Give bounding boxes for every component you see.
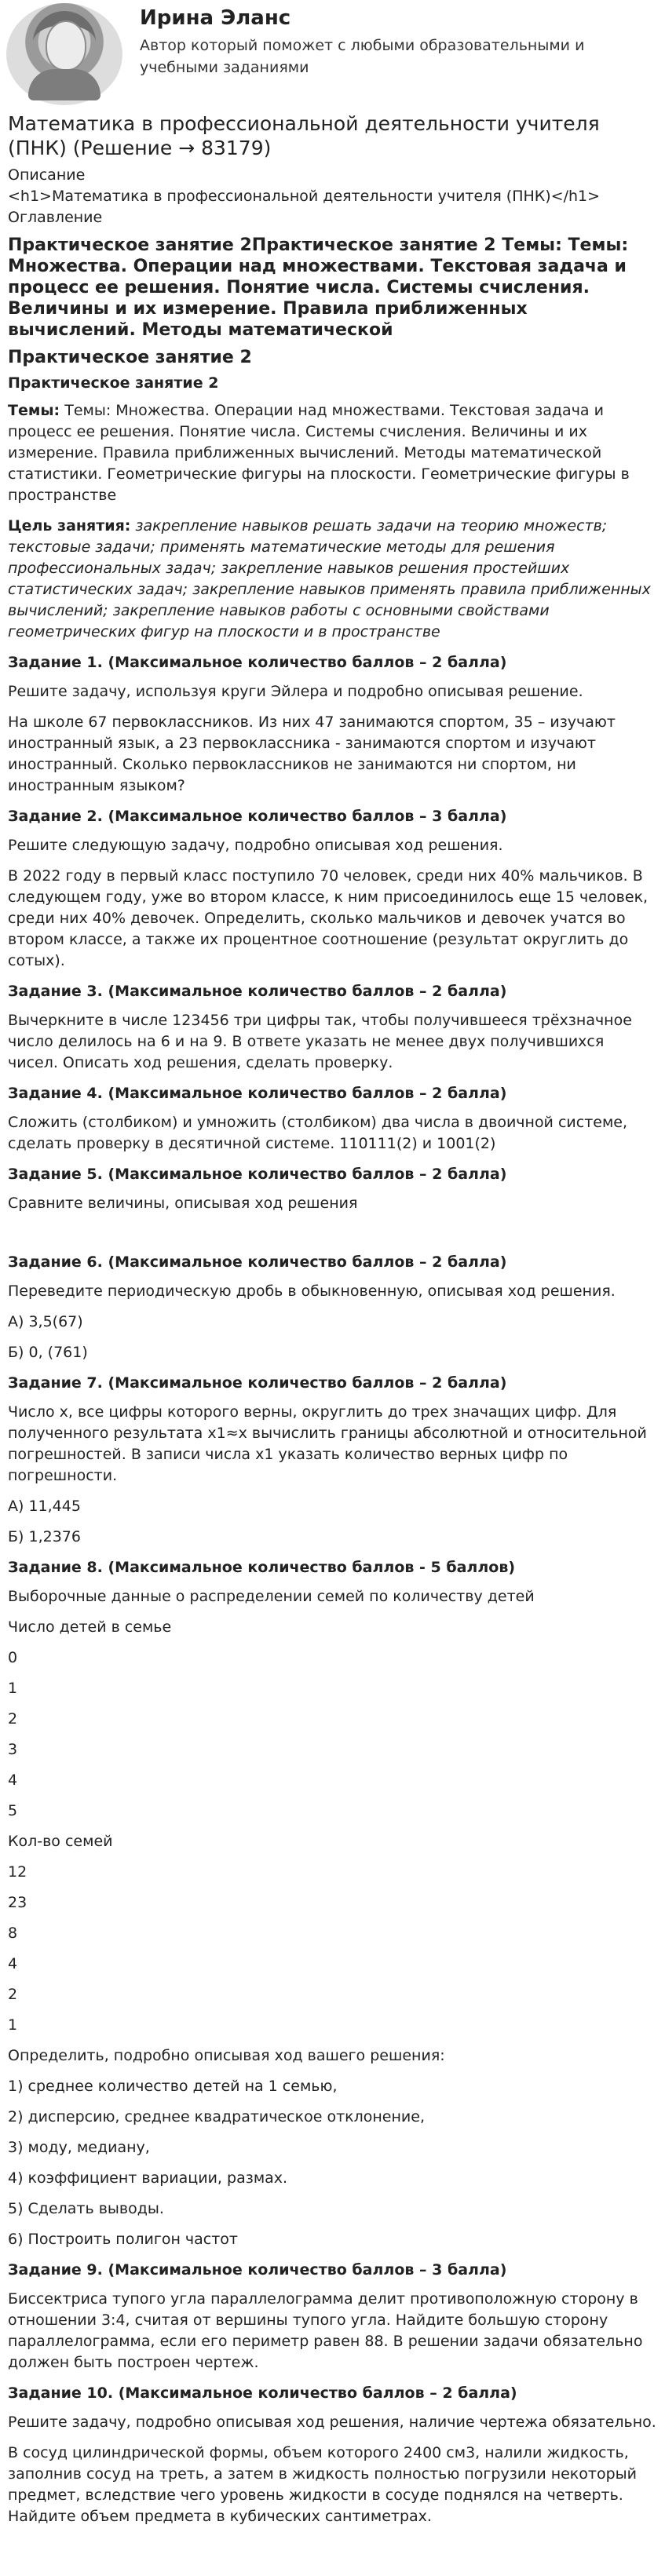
raw-h1-text: <h1>Математика в профессиональной деятельности учителя (ПНК)</h1> xyxy=(8,188,601,205)
section-subheading: Практическое занятие 2 xyxy=(8,374,219,392)
task-8-text: Выборочные данные о распределении семей по количеству детей xyxy=(8,1588,535,1605)
children-value: 0 xyxy=(8,1649,18,1666)
task-6-option-b: Б) 0, (761) xyxy=(8,1344,88,1361)
task-5-text: Сравните величины, описывая ход решения xyxy=(8,1195,358,1212)
task-9-title: Задание 9. (Максимальное количество баллов – 3 балла) xyxy=(8,2261,507,2279)
goal-text: закрепление навыков решать задачи на теорию множеств; текстовые задачи; применять математические методы для решения профессиональных задач; закрепление навыков решения простейших статистических задач; закрепление навыков применять правила приближенных вычислений; закрепление навыков работы с основными свойствами геометрических фигур на плоскости и в пространстве xyxy=(8,517,651,640)
avatar-face xyxy=(46,20,86,71)
author-name[interactable]: Ирина Эланс xyxy=(140,6,291,30)
author-info xyxy=(140,0,611,78)
task-3-text: Вычеркните в числе 123456 три цифры так, чтобы получившееся трёхзначное число делилось на 6 и на 9. В ответе указать не менее двух получившихся чисел. Описать ход решения, сделать проверку. xyxy=(8,1012,632,1071)
toc-label: Оглавление xyxy=(8,209,103,226)
children-value: 5 xyxy=(8,1802,18,1819)
task-6-option-a: А) 3,5(67) xyxy=(8,1313,83,1330)
topics-paragraph xyxy=(8,400,657,506)
task-4-title: Задание 4. (Максимальное количество баллов – 2 балла) xyxy=(8,1085,507,1102)
section-heading: Практическое занятие 2 xyxy=(8,348,252,367)
children-value: 1 xyxy=(8,1680,18,1697)
page-title: Математика в профессиональной деятельности учителя (ПНК) (Решение → 83179) xyxy=(8,112,600,159)
children-label: Число детей в семье xyxy=(8,1618,172,1636)
children-value: 3 xyxy=(8,1741,18,1758)
task-4-text: Сложить (столбиком) и умножить (столбиком) два числа в двоичной системе, сделать проверку в десятичной системе. 110111(2) и 1001(2) xyxy=(8,1114,628,1152)
avatar[interactable] xyxy=(6,3,122,105)
main-content xyxy=(0,107,665,2527)
task-5-title: Задание 5. (Максимальное количество баллов – 2 балла) xyxy=(8,1166,507,1183)
task-10-text: В сосуд цилиндрической формы, объем которого 2400 см3, налили жидкость, заполнив сосуд на треть, а затем в жидкость полностью погрузили некоторый предмет, вследствие чего уровень жидкости в сосуде поднялся на четверть. Найдите объем предмета в кубических сантиметрах. xyxy=(8,2444,638,2525)
long-heading: Практическое занятие 2Практическое занятие 2 Темы: Темы: Множества. Операции над множествами. Текстовая задача и процесс ее решения. Понятие числа. Системы счисления. Величины и их измерение. Правила приближенных вычислений. Методы математической xyxy=(8,235,629,340)
author-header xyxy=(0,0,665,107)
task-8-item: 2) дисперсию, среднее квадратическое отклонение, xyxy=(8,2108,425,2125)
task-7-title: Задание 7. (Максимальное количество баллов – 2 балла) xyxy=(8,1374,507,1392)
children-value: 4 xyxy=(8,1771,18,1789)
task-7-option-a: А) 11,445 xyxy=(8,1498,81,1515)
task-6-title: Задание 6. (Максимальное количество баллов – 2 балла) xyxy=(8,1253,507,1271)
task-1-text: На школе 67 первоклассников. Из них 47 занимаются спортом, 35 – изучают иностранный язык, а 23 первоклассника - занимаются спортом и изучают иностранный. Сколько первоклассников не занимаются ни спортом, ни иностранным языком? xyxy=(8,713,616,794)
task-7-option-b: Б) 1,2376 xyxy=(8,1528,81,1545)
children-value: 2 xyxy=(8,1710,18,1728)
task-7-text: Число x, все цифры которого верны, округлить до трех значащих цифр. Для полученного результата x1≈x вычислить границы абсолютной и относительной погрешностей. В записи числа x1 указать количество верных цифр по погрешности. xyxy=(8,1403,647,1484)
task-8-title: Задание 8. (Максимальное количество баллов - 5 баллов) xyxy=(8,1559,516,1576)
description-label: Описание xyxy=(8,166,86,184)
task-2-instruction: Решите следующую задачу, подробно описывая ход решения. xyxy=(8,837,503,854)
task-10-instruction: Решите задачу, подробно описывая ход решения, наличие чертежа обязательно. xyxy=(8,2414,656,2431)
families-value: 12 xyxy=(8,1863,27,1881)
task-8-item: 4) коэффициент вариации, размах. xyxy=(8,2169,288,2187)
task-5-image-placeholder xyxy=(8,1224,657,1244)
topics-text: Темы: Множества. Операции над множествами. Текстовая задача и процесс ее решения. Понятие числа. Системы счисления. Величины и их измерение. Правила приближенных вычислений. Методы математической статистики. Геометрические фигуры на плоскости. Геометрические фигуры в пространстве xyxy=(8,402,630,504)
task-2-text: В 2022 году в первый класс поступило 70 человек, среди них 40% мальчиков. В следующем году, уже во втором классе, к ним присоединилось еще 15 человек, среди них 40% девочек. Определить, сколько мальчиков и девочек учатся во втором классе, а также их процентное соотношение (результат округлить до сотых). xyxy=(8,867,649,969)
task-1-title: Задание 1. (Максимальное количество баллов – 2 балла) xyxy=(8,654,507,671)
task-3-title: Задание 3. (Максимальное количество баллов – 2 балла) xyxy=(8,983,507,1000)
task-8-question: Определить, подробно описывая ход вашего решения: xyxy=(8,2047,445,2064)
task-8-item: 5) Сделать выводы. xyxy=(8,2200,164,2217)
task-8-item: 3) моду, медиану, xyxy=(8,2139,150,2156)
task-1-instruction: Решите задачу, используя круги Эйлера и подробно описывая решение. xyxy=(8,683,583,700)
task-9-text: Биссектриса тупого угла параллелограмма делит противоположную сторону в отношении 3:4, считая от вершины тупого угла. Найдите большую сторону параллелограмма, если его периметр равен 88. В решении задачи обязательно должен быть построен чертеж. xyxy=(8,2290,643,2371)
task-2-title: Задание 2. (Максимальное количество баллов – 3 балла) xyxy=(8,808,507,825)
families-value: 8 xyxy=(8,1925,18,1942)
task-10-title: Задание 10. (Максимальное количество баллов – 2 балла) xyxy=(8,2384,517,2402)
task-8-item: 6) Построить полигон частот xyxy=(8,2231,238,2248)
families-value: 2 xyxy=(8,1986,18,2003)
families-value: 4 xyxy=(8,1955,18,1972)
task-6-text: Переведите периодическую дробь в обыкновенную, описывая ход решения. xyxy=(8,1283,616,1300)
families-value: 23 xyxy=(8,1894,27,1911)
families-value: 1 xyxy=(8,2016,18,2034)
task-8-item: 1) среднее количество детей на 1 семью, xyxy=(8,2078,338,2095)
goal-paragraph xyxy=(8,516,657,643)
author-description: Автор который поможет с любыми образовательными и учебными заданиями xyxy=(140,37,585,76)
goal-label: Цель занятия: xyxy=(8,517,131,535)
topics-label: Темы: xyxy=(8,402,60,419)
avatar-body xyxy=(28,69,100,100)
families-label: Кол-во семей xyxy=(8,1833,113,1850)
task-8-items xyxy=(8,2076,657,2250)
